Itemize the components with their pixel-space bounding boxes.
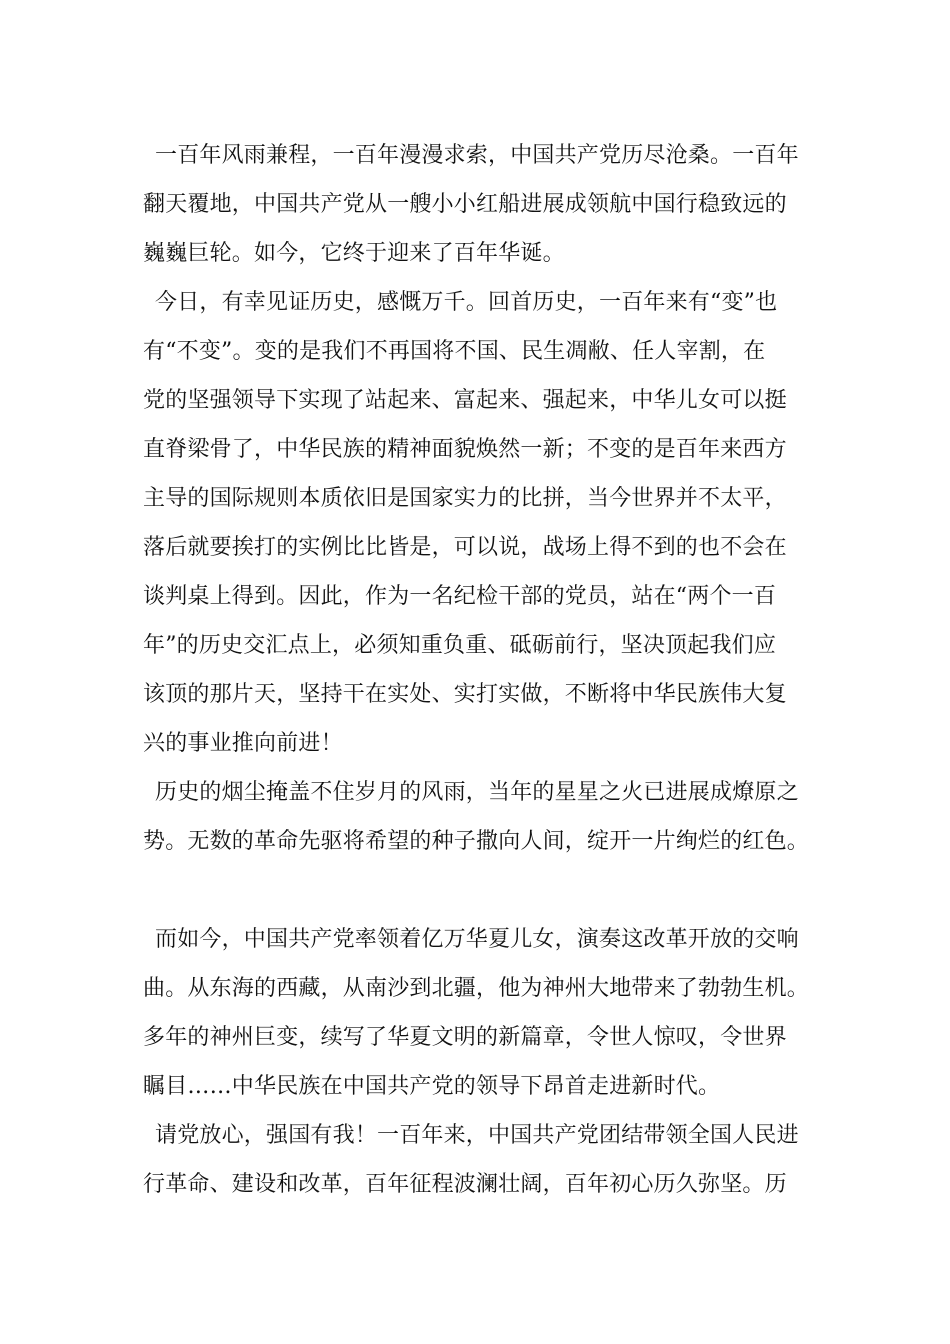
paragraph-line: 巍巍巨轮。如今，它终于迎来了百年华诞。	[143, 241, 565, 266]
paragraph-line: 党的坚强领导下实现了站起来、富起来、强起来，中华儿女可以挺	[143, 388, 787, 413]
paragraph-line: 落后就要挨打的实例比比皆是，可以说，战场上得不到的也不会在	[143, 535, 787, 560]
document-body	[143, 131, 823, 1209]
paragraph-line: 翻天覆地，中国共产党从一艘小小红船进展成领航中国行稳致远的	[143, 192, 787, 217]
paragraph	[143, 1111, 823, 1209]
paragraph-line: 有“不变”。变的是我们不再国将不国、民生凋敝、任人宰割，在	[143, 339, 766, 364]
paragraph-line: 主导的国际规则本质依旧是国家实力的比拼，当今世界并不太平，	[143, 486, 787, 511]
paragraph-line: 一百年风雨兼程，一百年漫漫求索，中国共产党历尽沧桑。一百年	[155, 143, 799, 168]
paragraph-line: 瞩目……中华民族在中国共产党的领导下昂首走进新时代。	[143, 1074, 721, 1099]
paragraph-line: 行革命、建设和改革，百年征程波澜壮阔，百年初心历久弥坚。历	[143, 1172, 787, 1197]
paragraph-line: 历史的烟尘掩盖不住岁月的风雨，当年的星星之火已进展成燎原之	[155, 780, 799, 805]
paragraph	[143, 278, 823, 768]
paragraph	[143, 915, 823, 1111]
paragraph-line: 多年的神州巨变，续写了华夏文明的新篇章，令世人惊叹，令世界	[143, 1025, 787, 1050]
paragraph-line: 而如今，中国共产党率领着亿万华夏儿女，演奏这改革开放的交响	[155, 927, 799, 952]
paragraph-line: 曲。从东海的西藏，从南沙到北疆，他为神州大地带来了勃勃生机。	[143, 976, 810, 1001]
paragraph-line: 该顶的那片天，坚持干在实处、实打实做，不断将中华民族伟大复	[143, 682, 787, 707]
paragraph	[143, 131, 823, 278]
paragraph	[143, 768, 823, 866]
paragraph-line: 请党放心，强国有我！一百年来，中国共产党团结带领全国人民进	[155, 1123, 799, 1148]
paragraph-line: 兴的事业推向前进！	[143, 731, 343, 756]
paragraph-line: 年”的历史交汇点上，必须知重负重、砥砺前行，坚决顶起我们应	[143, 633, 777, 658]
paragraph-line: 直脊梁骨了，中华民族的精神面貌焕然一新；不变的是百年来西方	[143, 437, 787, 462]
paragraph-line: 谈判桌上得到。因此，作为一名纪检干部的党员，站在“两个一百	[143, 584, 777, 609]
paragraph-line: 势。无数的革命先驱将希望的种子撒向人间，绽开一片绚烂的红色。	[143, 829, 810, 854]
paragraph-line: 今日，有幸见证历史，感慨万千。回首历史，一百年来有“变”也	[155, 290, 778, 315]
